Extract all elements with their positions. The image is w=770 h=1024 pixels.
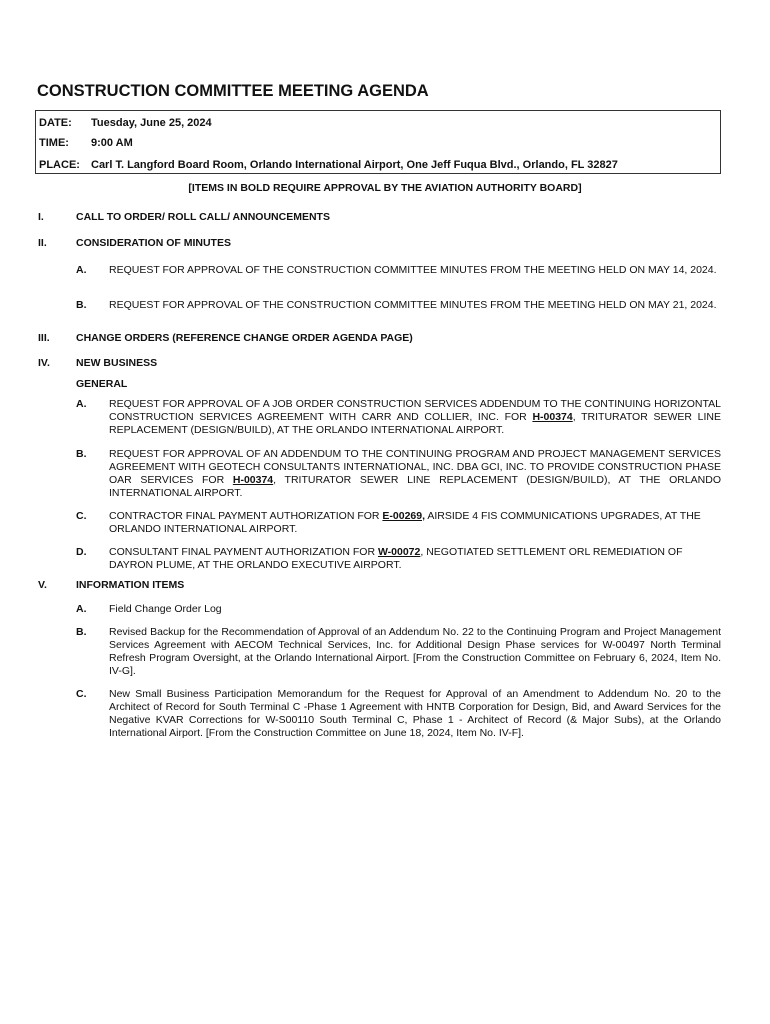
item-letter: D.: [76, 546, 87, 558]
agenda-item: [76, 510, 721, 536]
item-text: CONSULTANT FINAL PAYMENT AUTHORIZATION FOR W-00072, NEGOTIATED SETTLEMENT ORL REMEDIATION OF DAYRON PLUME, AT THE ORLANDO EXECUTIVE AIRPORT.: [109, 546, 683, 571]
project-number: W-00072: [377, 546, 421, 558]
section-number: I.: [38, 211, 44, 223]
item-text: REQUEST FOR APPROVAL OF THE CONSTRUCTION COMMITTEE MINUTES FROM THE MEETING HELD ON MAY 14, 2024.: [109, 264, 717, 276]
section-5-heading: [38, 579, 184, 591]
section-number: V.: [38, 579, 47, 591]
agenda-item: [76, 688, 721, 740]
section-number: IV.: [38, 357, 50, 369]
agenda-item: [76, 626, 721, 678]
agenda-item: [76, 448, 721, 500]
time-row: [39, 137, 133, 149]
time-value: 9:00 AM: [91, 137, 133, 149]
item-text: REQUEST FOR APPROVAL OF A JOB ORDER CONSTRUCTION SERVICES ADDENDUM TO THE CONTINUING HORIZONTAL CONSTRUCTION SERVICES AGREEMENT WITH CARR AND COLLIER, INC. FOR H-00374, TRITURATOR SEWER LINE REPLACEMENT (DESIGN/BUILD), AT THE ORLANDO INTERNATIONAL AIRPORT.: [109, 398, 721, 436]
section-title: CALL TO ORDER/ ROLL CALL/ ANNOUNCEMENTS: [76, 211, 330, 223]
agenda-item: [76, 398, 721, 437]
date-row: [39, 117, 212, 129]
item-text: New Small Business Participation Memorandum for the Request for Approval of an Amendment to Addendum No. 20 to the Architect of Record for South Terminal C -Phase 1 Agreement with HNTB Corporation for Design, Bid, and Award Services for the Negative KVAR Corrections for W-S00110 South Terminal C, Phase 1 - Architect of Record (& Major Subs), at the Orlando International Airport. [From the Construction Committee on June 18, 2024, Item No. IV-F].: [109, 688, 721, 739]
place-label: PLACE:: [39, 159, 80, 171]
item-letter: B.: [76, 626, 87, 638]
place-value: Carl T. Langford Board Room, Orlando International Airport, One Jeff Fuqua Blvd., Orlando, FL 32827: [91, 159, 618, 171]
project-number: H-00374: [532, 411, 573, 423]
item-text: Field Change Order Log: [109, 603, 222, 615]
section-number: III.: [38, 332, 50, 344]
item-text: Revised Backup for the Recommendation of Approval of an Addendum No. 22 to the Continuing Program and Project Management Services Agreement with AECOM Technical Services, Inc. for Additional Design Phase services for W-00497 North Terminal Refresh Program Oversight, at the Orlando International Airport. [From the Construction Committee on February 6, 2024, Item No. IV-G].: [109, 626, 721, 677]
project-number: E-00269,: [382, 510, 426, 522]
item-letter: B.: [76, 448, 87, 460]
section-title: CONSIDERATION OF MINUTES: [76, 237, 231, 249]
place-row: [39, 159, 618, 171]
section-2-heading: [38, 237, 231, 249]
subsection-heading: GENERAL: [76, 378, 128, 390]
section-number: II.: [38, 237, 47, 249]
item-letter: A.: [76, 603, 87, 615]
project-number: H-00374: [232, 474, 274, 486]
section-title: CHANGE ORDERS (REFERENCE CHANGE ORDER AGENDA PAGE): [76, 332, 413, 344]
item-letter: A.: [76, 264, 87, 276]
agenda-item: [76, 299, 721, 312]
section-1-heading: [38, 211, 330, 223]
agenda-item: [76, 264, 721, 277]
section-title: NEW BUSINESS: [76, 357, 158, 369]
item-letter: C.: [76, 510, 87, 522]
item-letter: A.: [76, 398, 87, 410]
date-label: DATE:: [39, 117, 72, 129]
section-4-heading: [38, 357, 157, 369]
item-letter: C.: [76, 688, 87, 700]
meeting-info-box: [35, 110, 721, 174]
section-3-heading: [38, 332, 413, 344]
approval-note: [ITEMS IN BOLD REQUIRE APPROVAL BY THE AVIATION AUTHORITY BOARD]: [188, 182, 582, 194]
agenda-item: [76, 546, 721, 572]
item-text: REQUEST FOR APPROVAL OF AN ADDENDUM TO THE CONTINUING PROGRAM AND PROJECT MANAGEMENT SERVICES AGREEMENT WITH GEOTECH CONSULTANTS INTERNATIONAL, INC. DBA GCI, INC. TO PROVIDE CONSTRUCTION PHASE OAR SERVICES FOR H-00374, TRITURATOR SEWER LINE REPLACEMENT (DESIGN/BUILD), AT THE ORLANDO INTERNATIONAL AIRPORT.: [109, 448, 721, 499]
item-text: CONTRACTOR FINAL PAYMENT AUTHORIZATION FOR E-00269, AIRSIDE 4 FIS COMMUNICATIONS UPGRADES, AT THE ORLANDO INTERNATIONAL AIRPORT.: [109, 510, 701, 535]
section-title: INFORMATION ITEMS: [76, 579, 185, 591]
agenda-item: [76, 603, 721, 616]
date-value: Tuesday, June 25, 2024: [91, 117, 212, 129]
item-letter: B.: [76, 299, 87, 311]
page-title: CONSTRUCTION COMMITTEE MEETING AGENDA: [37, 82, 429, 100]
item-text: REQUEST FOR APPROVAL OF THE CONSTRUCTION COMMITTEE MINUTES FROM THE MEETING HELD ON MAY 21, 2024.: [109, 299, 717, 311]
time-label: TIME:: [39, 137, 69, 149]
